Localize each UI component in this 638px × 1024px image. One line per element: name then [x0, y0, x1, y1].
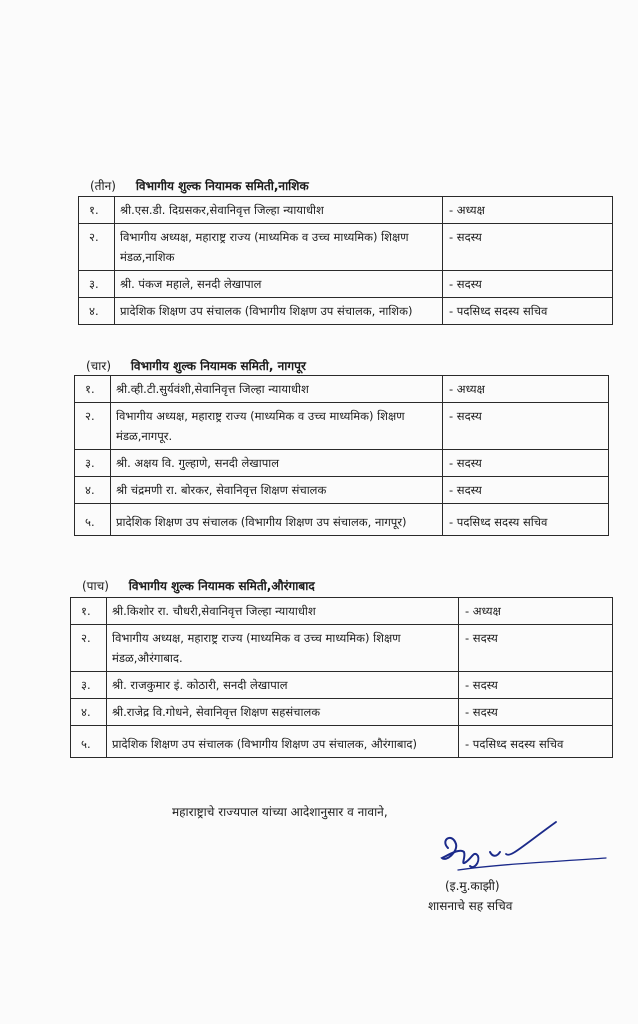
member-cell: श्री.किशोर रा. चौधरी,सेवानिवृत्त जिल्हा न्यायाधीश	[107, 598, 459, 625]
role-cell: - सदस्य	[443, 224, 613, 271]
serial-cell: २.	[75, 403, 111, 450]
role-cell: - अध्यक्ष	[443, 197, 613, 224]
member-cell: विभागीय अध्यक्ष, महाराष्ट्र राज्य (माध्यमिक व उच्च माध्यमिक) शिक्षण मंडळ,औरंगाबाद.	[107, 625, 459, 672]
table-row	[79, 271, 613, 298]
committee-table-4	[74, 375, 609, 536]
serial-cell: २.	[71, 625, 107, 672]
signature-icon	[430, 818, 610, 882]
serial-cell: ३.	[71, 672, 107, 699]
role-cell: - पदसिध्द सदस्य सचिव	[459, 726, 613, 758]
section-title: विभागीय शुल्क नियामक समिती,औरंगाबाद	[128, 579, 315, 593]
table-row	[71, 598, 613, 625]
table-row	[79, 197, 613, 224]
table-row	[75, 376, 609, 403]
serial-cell: १.	[79, 197, 115, 224]
table-row	[71, 699, 613, 726]
serial-cell: १.	[75, 376, 111, 403]
table-row	[71, 726, 613, 758]
signatory-name: (इ.मु.काझी)	[445, 879, 500, 893]
member-cell: श्री. पंकज महाले, सनदी लेखापाल	[115, 271, 443, 298]
member-cell: विभागीय अध्यक्ष, महाराष्ट्र राज्य (माध्यमिक व उच्च माध्यमिक) शिक्षण मंडळ,नागपूर.	[111, 403, 443, 450]
role-cell: - सदस्य	[459, 672, 613, 699]
order-line: महाराष्ट्राचे राज्यपाल यांच्या आदेशानुसार व नावाने,	[172, 805, 388, 819]
section-title: विभागीय शुल्क नियामक समिती,नाशिक	[135, 179, 309, 193]
role-cell: - अध्यक्ष	[443, 376, 609, 403]
member-cell: विभागीय अध्यक्ष, महाराष्ट्र राज्य (माध्यमिक व उच्च माध्यमिक) शिक्षण मंडळ,नाशिक	[115, 224, 443, 271]
member-cell: श्री.राजेद्र वि.गोधने, सेवानिवृत्त शिक्षण सहसंचालक	[107, 699, 459, 726]
role-cell: - सदस्य	[443, 403, 609, 450]
member-cell: प्रादेशिक शिक्षण उप संचालक (विभागीय शिक्षण उप संचालक, नाशिक)	[115, 298, 443, 325]
section-number: (तीन)	[90, 179, 116, 193]
committee-table-3	[78, 196, 613, 325]
committee-table-5	[70, 597, 613, 758]
member-cell: श्री.व्ही.टी.सुर्यवंशी,सेवानिवृत्त जिल्हा न्यायाधीश	[111, 376, 443, 403]
table-row	[71, 625, 613, 672]
role-cell: - पदसिध्द सदस्य सचिव	[443, 298, 613, 325]
member-cell: श्री. राजकुमार इं. कोठारी, सनदी लेखापाल	[107, 672, 459, 699]
table-row	[79, 298, 613, 325]
role-cell: - सदस्य	[443, 271, 613, 298]
serial-cell: ५.	[75, 504, 111, 536]
serial-cell: १.	[71, 598, 107, 625]
member-cell: प्रादेशिक शिक्षण उप संचालक (विभागीय शिक्षण उप संचालक, औरंगाबाद)	[107, 726, 459, 758]
serial-cell: २.	[79, 224, 115, 271]
role-cell: - सदस्य	[443, 477, 609, 504]
member-cell: श्री चंद्रमणी रा. बोरकर, सेवानिवृत्त शिक्षण संचालक	[111, 477, 443, 504]
serial-cell: ४.	[71, 699, 107, 726]
signatory-designation: शासनाचे सह सचिव	[428, 899, 513, 913]
table-row	[75, 477, 609, 504]
section-heading-4	[86, 357, 306, 374]
role-cell: - अध्यक्ष	[459, 598, 613, 625]
serial-cell: ५.	[71, 726, 107, 758]
section-title: विभागीय शुल्क नियामक समिती, नागपूर	[130, 359, 306, 373]
section-heading-3	[90, 177, 309, 194]
serial-cell: ४.	[75, 477, 111, 504]
role-cell: - सदस्य	[443, 450, 609, 477]
member-cell: श्री.एस.डी. दिग्रसकर,सेवानिवृत्त जिल्हा न्यायाधीश	[115, 197, 443, 224]
table-row	[75, 504, 609, 536]
serial-cell: ४.	[79, 298, 115, 325]
role-cell: - पदसिध्द सदस्य सचिव	[443, 504, 609, 536]
role-cell: - सदस्य	[459, 699, 613, 726]
section-number: (पाच)	[82, 579, 109, 593]
section-number: (चार)	[86, 359, 111, 373]
table-row	[71, 672, 613, 699]
member-cell: श्री. अक्षय वि. गुल्हाणे, सनदी लेखापाल	[111, 450, 443, 477]
role-cell: - सदस्य	[459, 625, 613, 672]
member-cell: प्रादेशिक शिक्षण उप संचालक (विभागीय शिक्षण उप संचालक, नागपूर)	[111, 504, 443, 536]
serial-cell: ३.	[79, 271, 115, 298]
table-row	[75, 403, 609, 450]
serial-cell: ३.	[75, 450, 111, 477]
section-heading-5	[82, 577, 315, 594]
table-row	[75, 450, 609, 477]
table-row	[79, 224, 613, 271]
